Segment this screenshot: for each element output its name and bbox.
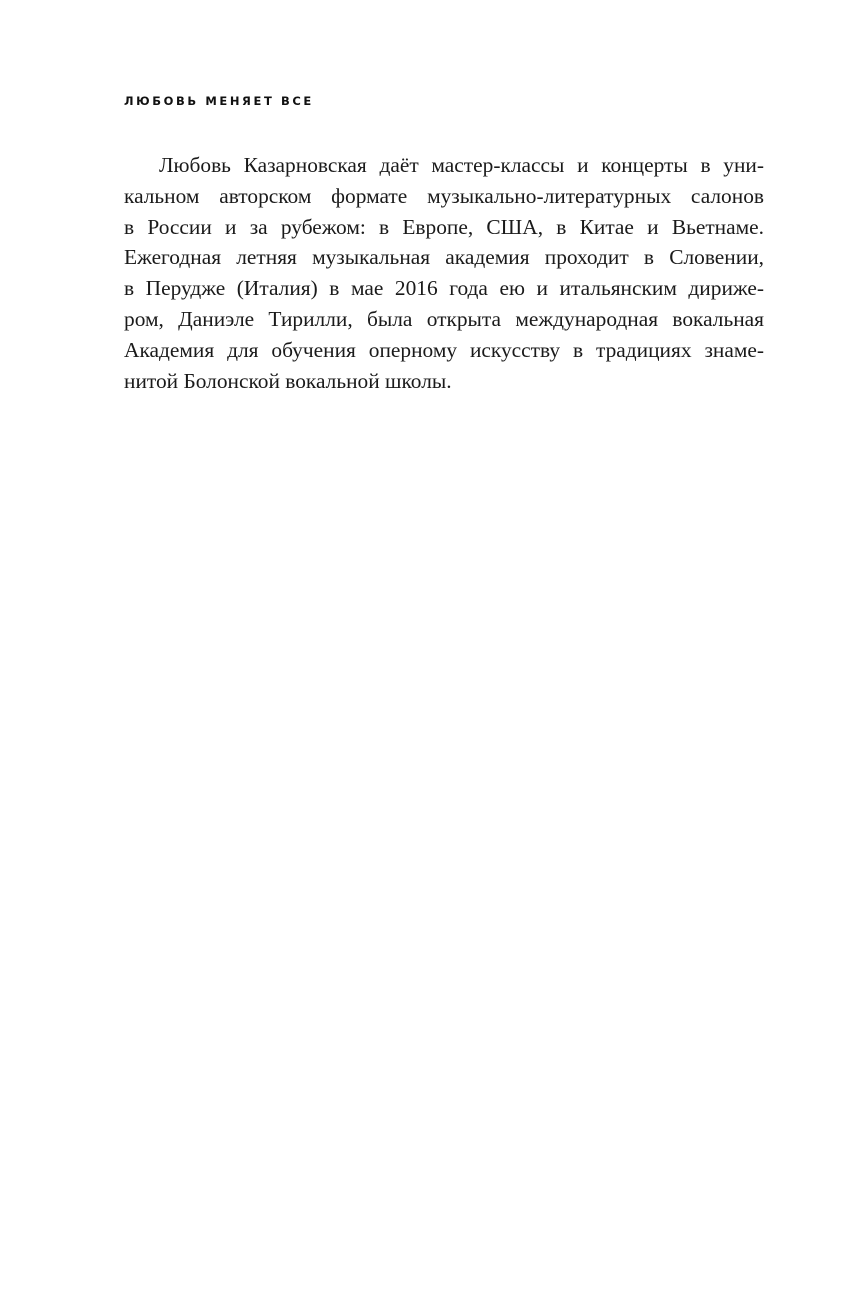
paragraph-line: в Перудже (Италия) в мае 2016 года ею и итальянским дириже- xyxy=(124,276,764,301)
paragraph-line: нитой Болонской вокальной школы. xyxy=(124,368,452,393)
paragraph-line: Академия для обучения оперному искусству в традициях знаме- xyxy=(124,337,764,362)
running-header: ЛЮБОВЬ МЕНЯЕТ ВСЕ xyxy=(124,94,314,108)
paragraph-line: в России и за рубежом: в Европе, США, в Китае и Вьетнаме. xyxy=(124,214,764,239)
paragraph-line: ром, Даниэле Тирилли, была открыта международная вокальная xyxy=(124,306,764,331)
body-paragraph xyxy=(124,150,764,396)
paragraph-line: Ежегодная летняя музыкальная академия проходит в Словении, xyxy=(124,245,764,270)
paragraph-line: Любовь Казарновская даёт мастер-классы и концерты в уни- xyxy=(159,153,764,177)
paragraph-line: кальном авторском формате музыкально-литературных салонов xyxy=(124,183,764,208)
